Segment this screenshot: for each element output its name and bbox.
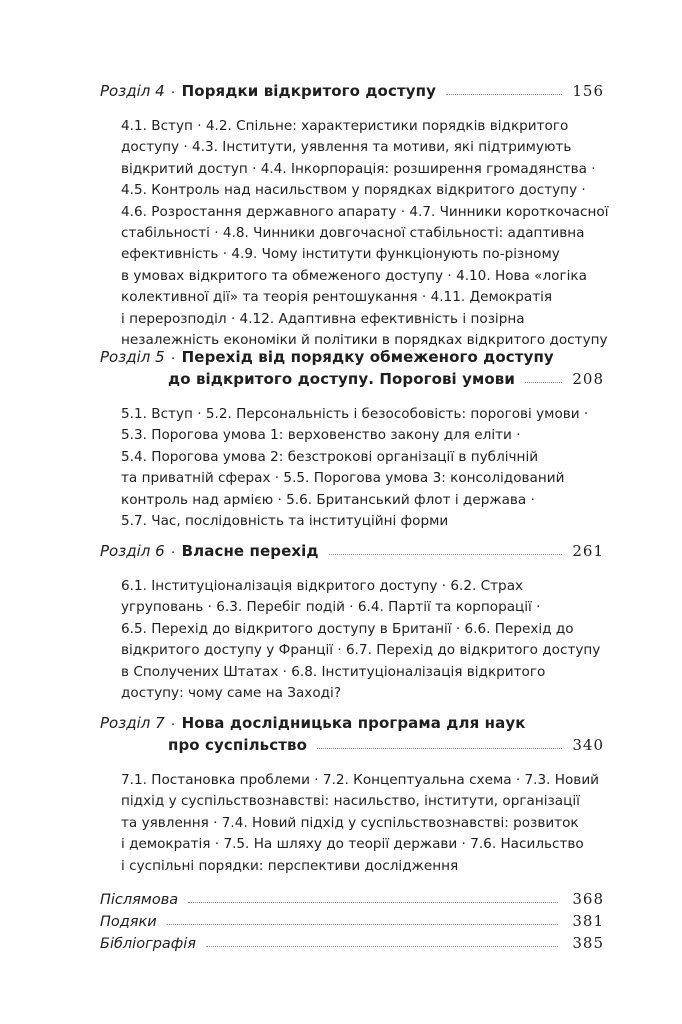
separator: · (170, 543, 176, 560)
section-list (121, 404, 589, 532)
section-line: ефективність · 4.9. Чому інститути функціонують по-різному (121, 246, 560, 263)
section-line: угруповань · 6.3. Перебіг подій · 6.4. Партії та корпорації · (121, 599, 541, 616)
section-line: та уявлення · 7.4. Новий підхід у суспільствознавстві: розвиток (121, 814, 579, 831)
dot-leader (525, 382, 562, 383)
chapter-title: Перехід від порядку обмеженого доступу (181, 348, 554, 366)
separator: · (170, 715, 176, 732)
page-number: 208 (572, 370, 604, 388)
page-number: 385 (572, 934, 604, 952)
chapter-title: Порядки відкритого доступу (181, 82, 436, 100)
section-line: відкритого доступу у Франції · 6.7. Перехід до відкритого доступу (121, 642, 601, 659)
dot-leader (317, 748, 562, 749)
section-line: стабільності · 4.8. Чинники довгочасної стабільності: адаптивна (121, 224, 585, 241)
section-line: і перерозподіл · 4.12. Адаптивна ефективність і позірна (121, 310, 525, 327)
section-list (121, 116, 609, 351)
section-line: 6.5. Перехід до відкритого доступу в Британії · 6.6. Перехід до (121, 620, 574, 637)
dot-leader (188, 902, 558, 903)
section-line: 6.1. Інституціоналізація відкритого доступу · 6.2. Страх (121, 578, 524, 594)
back-matter-entry[interactable] (100, 888, 604, 910)
section-line: 5.1. Вступ · 5.2. Персональність і безособовість: порогові умови · (121, 406, 589, 422)
chapter-5-entry[interactable] (100, 346, 604, 532)
chapter-title: Нова дослідницька програма для наук (181, 714, 526, 732)
section-line: та приватній сферах · 5.5. Порогова умова 3: консолідований (121, 470, 565, 487)
section-line: 7.1. Постановка проблеми · 7.2. Концептуальна схема · 7.3. Новий (121, 772, 599, 788)
back-matter-entry[interactable] (100, 910, 604, 932)
dot-leader (167, 924, 559, 925)
section-list (121, 576, 601, 704)
section-line: 4.1. Вступ · 4.2. Спільне: характеристики порядків відкритого (121, 118, 569, 134)
chapter-label: Розділ 7 (100, 714, 165, 732)
dot-leader (206, 946, 558, 947)
page-number: 261 (572, 542, 604, 560)
chapter-label: Розділ 6 (100, 542, 165, 560)
section-line: в умовах відкритого та обмеженого доступу · 4.10. Нова «логіка (121, 267, 587, 284)
dot-leader (329, 554, 563, 555)
chapter-heading (100, 540, 604, 562)
entry-title: Післямова (100, 892, 179, 908)
section-line: колективної дії» та теорія рентошукання · 4.11. Демократія (121, 289, 553, 306)
chapter-6-entry[interactable] (100, 540, 604, 704)
back-matter-list (100, 888, 604, 954)
separator: · (170, 83, 176, 100)
back-matter-entry[interactable] (100, 932, 604, 954)
chapter-title: Власне перехід (181, 542, 319, 560)
section-line: доступу: чому саме на Заході? (121, 684, 342, 701)
section-line: 5.7. Час, послідовність та інституційні форми (121, 512, 449, 529)
section-list (121, 770, 599, 877)
chapter-heading-cont (100, 368, 604, 390)
section-line: і демократія · 7.5. На шляху до теорії держави · 7.6. Насильство (121, 836, 584, 853)
section-line: незалежність економіки й політики в порядках відкритого доступу (121, 331, 608, 348)
chapter-heading (100, 80, 604, 102)
section-line: 4.5. Контроль над насильством у порядках відкритого доступу · (121, 182, 586, 199)
chapter-7-entry[interactable] (100, 712, 604, 877)
section-line: 4.6. Розростання державного апарату · 4.7. Чинники короткочасної (121, 203, 609, 220)
page-number: 156 (572, 82, 604, 100)
section-line: і суспільні порядки: перспективи дослідження (121, 857, 459, 874)
page-number: 340 (572, 736, 604, 754)
section-line: в Сполучених Штатах · 6.8. Інституціоналізація відкритого (121, 663, 546, 680)
page-number: 368 (572, 890, 604, 908)
entry-title: Бібліографія (100, 936, 196, 952)
dot-leader (446, 94, 562, 95)
section-line: 5.3. Порогова умова 1: верховенство закону для еліти · (121, 427, 521, 444)
chapter-heading (100, 712, 604, 734)
section-line: доступу · 4.3. Інститути, уявлення та мотиви, які підтримують (121, 139, 572, 156)
section-line: відкритий доступ · 4.4. Інкорпорація: розширення громадянства · (121, 160, 596, 177)
section-line: 5.4. Порогова умова 2: безстрокові організації в публічній (121, 448, 539, 465)
chapter-heading-cont (100, 734, 604, 756)
chapter-title-line-2: до відкритого доступу. Порогові умови (168, 370, 515, 388)
page-number: 381 (572, 912, 604, 930)
chapter-4-entry[interactable] (100, 80, 609, 351)
chapter-label: Розділ 5 (100, 348, 165, 366)
separator: · (170, 349, 176, 366)
entry-title: Подяки (100, 914, 157, 930)
chapter-heading (100, 346, 604, 368)
section-line: контроль над армією · 5.6. Британський флот і держава · (121, 491, 535, 508)
chapter-label: Розділ 4 (100, 82, 165, 100)
section-line: підхід у суспільствознавстві: насильство, інститути, організації (121, 793, 580, 810)
chapter-title-line-2: про суспільство (168, 736, 308, 754)
